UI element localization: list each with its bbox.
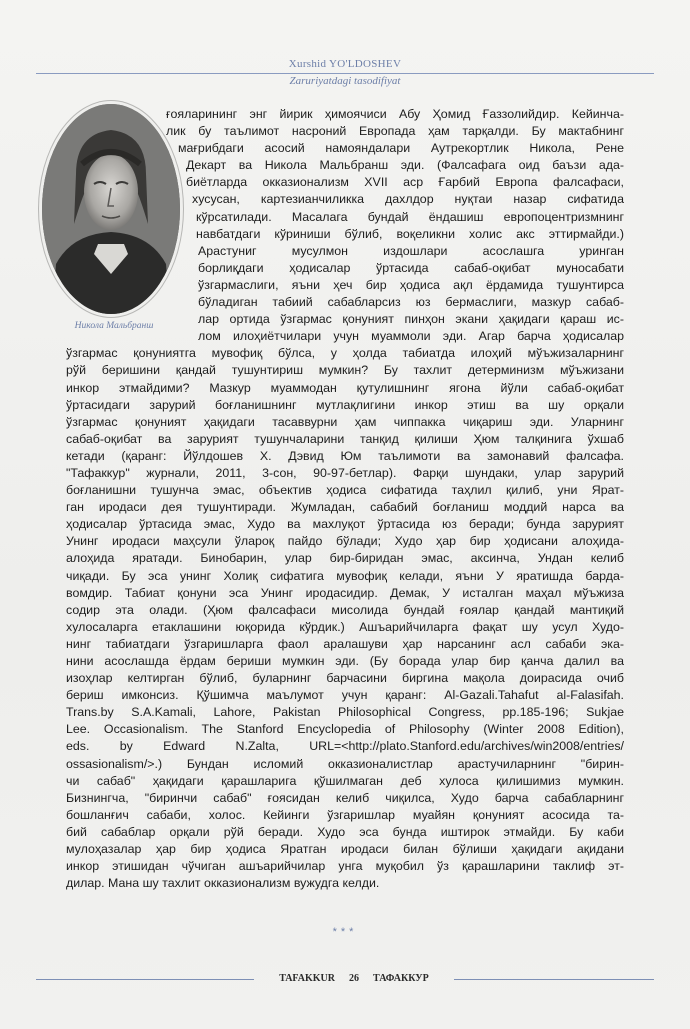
article-body [66, 106, 624, 892]
body-line: ўртасидаги зарурий боғланишнинг мутлақлигини инкор этиш ва шу орқали [66, 397, 624, 412]
body-line: рўй беришини қандай тушунтириш мумкин? Бу тахлит детерминизм мўъжизани [66, 363, 624, 378]
body-line: бий сабаблар орқали рўй беради. Худо эса бунда иштирок этмайди. Бу каби [66, 824, 624, 839]
page-footer [36, 972, 654, 986]
footer-rule-left [36, 979, 254, 980]
body-line: инкор этишидан чўчиган ашъарийчилар унга муқобил ўз қарашларини таклиф эт- [66, 859, 624, 874]
body-line: вомдир. Табиат қонуни эса Унинг иродасидир. Демак, У исталган маҳал мўъжиза [66, 585, 624, 600]
footer-journal-latin: TAFAKKUR [279, 973, 336, 984]
body-line: лик бу таълимот насроний Европада ҳам тарқалди. Бу мактабнинг [166, 124, 624, 139]
body-line: ҳодисалар ўртасида эмас, Худо ва махлуқот ўртасида юз беради; бунда зарурият [66, 517, 624, 532]
body-line: Бизнингча, "биринчи сабаб" ғоясидан келиб чиқилса, Худо барча сабабларнинг [66, 790, 624, 805]
header-rule [36, 73, 654, 74]
body-line: Унинг иродаси маҳсули ўлароқ пайдо бўлади; Худо ҳар бир ҳодисани алоҳида- [66, 534, 624, 549]
body-line: нинг табиатдаги ўзгаришларга фаол аралашуви ҳар нарсанинг асл сабаби эка- [66, 636, 624, 651]
footer-text [254, 972, 454, 986]
body-line: дилар. Мана шу тахлит окказионализм вужудга келди. [66, 876, 380, 891]
body-line: лар ортида ўзгармас қонуният пинҳон экани ҳақидаги қараш ис- [198, 312, 624, 327]
body-line: "Тафаккур" журнали, 2011, 3-сон, 90-97-бетлар). Фарқи шундаки, улар зарурий [66, 465, 624, 480]
body-line: изоҳлар келтирган бўлиб, буларнинг барчасини биргина мақола доирасида очиб [66, 671, 624, 686]
header-subtitle: Zaruriyatdagi tasodifiyat [289, 75, 401, 87]
body-line: мулоҳазалар ҳар бир ҳодиса Яратган иродаси билан бўлиши ҳақидаги ақидани [66, 842, 624, 857]
body-line: лом илоҳиётчилари учун муаммоли эди. Агар барча ҳодисалар [198, 329, 624, 344]
footer-rule-right [454, 979, 654, 980]
body-line: навбатдаги кўриниши бўлиб, воқеликни холис акс эттирмайди.) [196, 226, 624, 241]
body-line: борлиқдаги ҳодисалар ўртасида сабаб-оқибат муносабати [198, 260, 624, 275]
body-line: нини асослашда ёрдам бериши мумкин эди. (Бу борада улар бир қанча далил ва [66, 654, 624, 668]
body-line: хусусан, картезианчиликка дахлдор нуқтаи назар сифатида [192, 192, 624, 207]
body-line: ўзгармас қонуният ҳақидаги тасаввурни ҳам чиппакка чиқариш эди. Уларнинг [66, 414, 624, 429]
footer-journal-cyrillic: ТАФАККУР [373, 973, 429, 984]
body-line: Декарт ва Никола Мальбранш эди. (Фалсафага оид баъзи ада- [186, 158, 624, 173]
body-line: чи сабаб" ҳақидаги қарашларига қўшилмаган деб хулоса қилишимиз мумкин. [66, 773, 624, 788]
body-line: ғояларининг энг йирик ҳимоячиси Абу Ҳомид Ғаззолийдир. Кейинча- [166, 107, 624, 121]
body-line: ossasionalism/>.) Бундан исломий окказионалистлар арастучиларнинг "бирин- [66, 756, 624, 771]
body-line: бошланғич сабаби, холос. Кейинги ўзгаришлар муайян қонуният асосида та- [66, 807, 624, 822]
body-line: Арастуниг мусулмон издошлари асослашга уринган [198, 243, 624, 258]
body-line: бериш имконсиз. Қўшимча маълумот учун қаранг: Al-Gazali.Tahafut al-Falasifah. [66, 688, 624, 703]
body-line: мағрибдаги асосий намояндалари Аутрекортлик Никола, Рене [178, 141, 624, 156]
header-author: Xurshid YO'LDOSHEV [288, 58, 402, 70]
body-line: сабаб-оқибат ва зарурият тушунчаларини танқид қилиши Ҳюм талқинига ўхшаб [66, 431, 624, 446]
body-line: ўзгармаслиги, яъни ҳеч бир ҳодиса ақл ёрдамида тушунтирса [198, 277, 624, 292]
body-line: ган иродаси дея тушунтиради. Жумладан, сабабий боғланиш моддий нарса ва [66, 500, 624, 515]
body-line: кўрсатилади. Масалага бундай ёндашиш европоцентризмнинг [196, 209, 624, 224]
body-line: инкор этмайдими? Мазкур муаммодан қутулишнинг ягона йўли сабаб-оқибат [66, 380, 624, 395]
portrait-caption: Никола Мальбранш [74, 321, 154, 331]
body-line: бўладиган табиий сабабларсиз юз бермаслиги, мазкур сабаб- [198, 295, 624, 310]
running-header [0, 58, 690, 88]
body-line: алоҳида яратади. Бинобарин, улар бир-биридан эмас, аксинча, Ундан келиб [66, 551, 624, 566]
body-line: Lee. Occasionalism. The Stanford Encyclopedia of Philosophy (Winter 2008 Edition), [66, 722, 624, 737]
body-line: eds. by Edward N.Zalta, URL=<http://plato.Stanford.edu/archives/win2008/entries/ [66, 739, 624, 754]
body-line: биётларда окказионализм XVII аср Ғарбий Европа фалсафаси, [186, 175, 624, 190]
body-line: ўзгармас қонуниятга мувофиқ бўлса, у ҳолда табиатда илоҳий мўъжизаларнинг [66, 346, 624, 361]
section-separator: *** [332, 926, 358, 938]
body-line: содир эта олади. (Ҳюм фалсафаси мисолида бундай ғоялар қандай мантиқий [66, 602, 624, 617]
body-line: чиқади. Бу эса унинг Холиқ сифатига мувофиқ келади, яъни У яратишда барда- [66, 568, 624, 583]
body-line: боғланишни тушунча эмас, объектив ҳодиса сифатида таҳлил қилиб, уни Ярат- [66, 483, 624, 498]
page-number: 26 [349, 973, 360, 984]
body-line: Trans.by S.A.Kamali, Lahore, Pakistan Philosophical Congress, pp.185-196; Sukjae [66, 705, 624, 720]
body-line: кетади (қаранг: Йўлдошев Х. Дэвид Юм таълимоти ва замонавий фалсафа. [66, 448, 624, 463]
body-line: хулосаларга етаклашини юқорида кўрдик.) Ашъарийчиларга фақат шу усул Худо- [66, 619, 624, 634]
